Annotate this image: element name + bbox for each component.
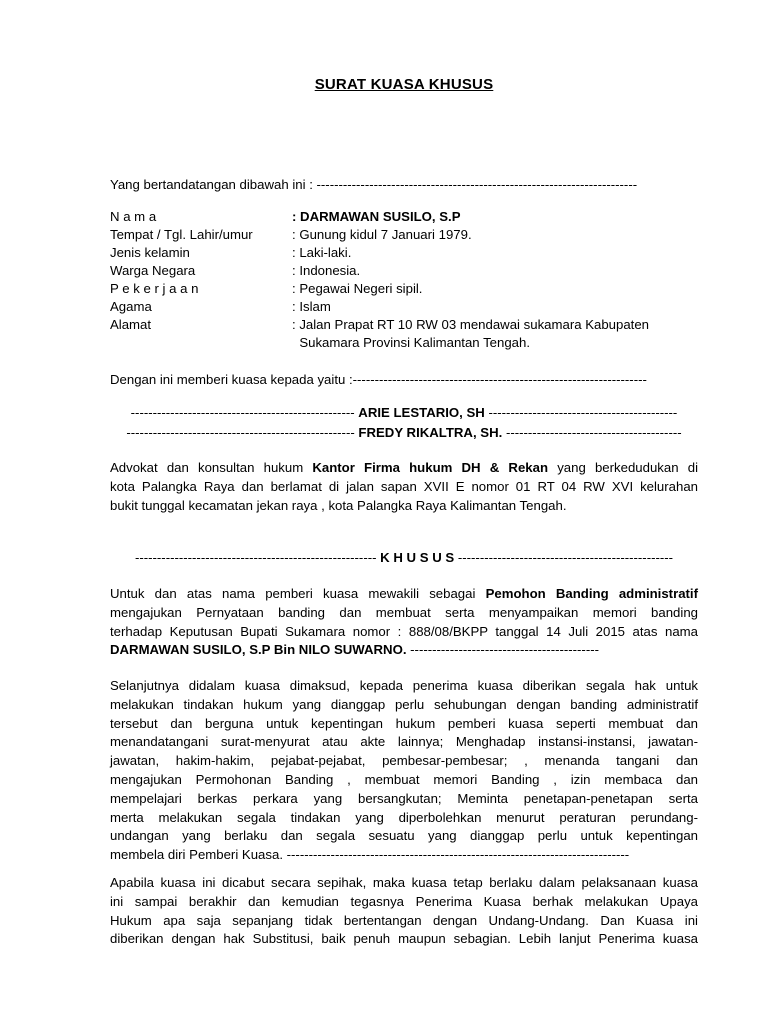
dash-fill: --------------------------------------------------- bbox=[130, 405, 355, 420]
grantor-label: N a m a bbox=[110, 209, 157, 224]
paragraph-line: kota Palangka Raya dan berlamat di jalan sapan XVII E nomor 01 RT 04 RW XVI kelurahan bbox=[110, 478, 698, 494]
attorney-name: ARIE LESTARIO, SH bbox=[358, 405, 485, 420]
attorney-row bbox=[110, 405, 698, 420]
attorney-row bbox=[110, 425, 698, 440]
grantor-value: : Islam bbox=[292, 299, 331, 314]
grantor-value: Sukamara Provinsi Kalimantan Tengah. bbox=[292, 335, 530, 350]
grantor-value: : Laki-laki. bbox=[292, 245, 352, 260]
grantor-value: : DARMAWAN SUSILO, S.P bbox=[292, 209, 461, 224]
text-run: ------------------------------------------- bbox=[406, 642, 600, 658]
dash-fill: ------------------------------------------------- bbox=[457, 550, 674, 565]
paragraph-line: diberikan dengan hak Substitusi, baik penuh maupun sebagian. Lebih lanjut Penerima kuasa bbox=[110, 931, 698, 947]
paragraph-line: mengajukan Pernyataan banding dan membuat serta menyampaikan memori banding bbox=[110, 604, 698, 620]
intro-line: Yang bertandatangan dibawah ini : ------------------------------------------------------------------------- bbox=[110, 177, 638, 192]
paragraph-line: membela diri Pemberi Kuasa. ------------------------------------------------------------------------------ bbox=[110, 847, 630, 863]
grantor-label: Jenis kelamin bbox=[110, 245, 190, 260]
grantor-row-alamat-cont bbox=[110, 335, 530, 350]
paragraph-line: undangan yang berlaku dan segala sesuatu yang dianggap perlu untuk kepentingan bbox=[110, 828, 698, 844]
grant-line: Dengan ini memberi kuasa kepada yaitu :------------------------------------------------------------------- bbox=[110, 372, 647, 387]
bold-run: Pemohon Banding administratif bbox=[485, 586, 698, 601]
paragraph-line: ini sampai berakhir dan kemudian tegasnya Penerima Kuasa berhak melakukan Upaya bbox=[110, 893, 698, 909]
bold-run: DARMAWAN SUSILO, S.P Bin NILO SUWARNO. bbox=[110, 642, 407, 658]
paragraph-line: Apabila kuasa ini dicabut secara sepihak, maka kuasa tetap berlaku dalam pelaksanaan kuasa bbox=[110, 875, 698, 890]
paragraph-line: bukit tunggal kecamatan jekan raya , kota Palangka Raya Kalimantan Tengah. bbox=[110, 497, 567, 513]
paragraph-line: terhadap Keputusan Bupati Sukamara nomor : 888/08/BKPP tanggal 14 Juli 2015 atas nama bbox=[110, 623, 698, 639]
selanjutnya-paragraph bbox=[110, 677, 698, 865]
grantor-row-alamat bbox=[110, 317, 649, 332]
grantor-value: : Gunung kidul 7 Januari 1979. bbox=[292, 227, 472, 242]
grantor-label: Alamat bbox=[110, 317, 152, 332]
text-run: Advokat dan konsultan hukum bbox=[110, 460, 313, 475]
paragraph-line: Selanjutnya didalam kuasa dimaksud, kepada penerima kuasa diberikan segala hak untuk bbox=[110, 678, 698, 693]
grantor-value: : Indonesia. bbox=[292, 263, 361, 278]
grantor-row-pekerjaan bbox=[110, 281, 422, 296]
paragraph-line: menandatangani surat-menyurat atau akte lainnya; Menghadap instansi-instansi, jawatan- bbox=[110, 734, 698, 750]
dash-fill: ---------------------------------------- bbox=[505, 425, 682, 440]
dash-fill: ---------------------------------------------------- bbox=[126, 425, 355, 440]
grantor-row-nama bbox=[110, 209, 461, 224]
khusus-divider bbox=[110, 550, 698, 565]
firm-name: Kantor Firma hukum DH & Rekan bbox=[312, 460, 549, 475]
grantor-label: Tempat / Tgl. Lahir/umur bbox=[110, 227, 253, 242]
paragraph-line: merta melakukan segala tindakan yang diperbolehkan menurut peraturan perundang- bbox=[110, 809, 698, 825]
khusus-paragraph bbox=[110, 585, 698, 660]
text-run: yang berkedudukan di bbox=[548, 460, 698, 475]
grantor-row-ttl bbox=[110, 227, 472, 242]
grantor-row-warga-negara bbox=[110, 263, 360, 278]
paragraph-line: jawatan, hakim-hakim, pejabat-pejabat, pembesar-pembesar; , menanda tangani dan bbox=[110, 753, 698, 769]
paragraph-line: melakukan tindakan hukum yang dianggap perlu sehubungan dengan banding administratif bbox=[110, 696, 698, 712]
apabila-paragraph bbox=[110, 874, 698, 949]
dash-fill: ------------------------------------------- bbox=[488, 405, 678, 420]
text-run: Untuk dan atas nama pemberi kuasa mewakili sebagai bbox=[110, 586, 486, 601]
grantor-label: P e k e r j a a n bbox=[110, 281, 199, 296]
dash-fill: ------------------------------------------------------- bbox=[134, 550, 377, 565]
paragraph-line bbox=[110, 459, 698, 478]
grantor-row-jenis-kelamin bbox=[110, 245, 351, 260]
paragraph-line: Hukum apa saja sepanjang tidak bertentangan dengan Undang-Undang. Dan Kuasa ini bbox=[110, 912, 698, 928]
paragraph-line: mempelajari berkas perkara yang bersangkutan; Meminta penetapan-penetapan serta bbox=[110, 790, 698, 806]
grantor-label: Agama bbox=[110, 299, 152, 314]
section-heading: K H U S U S bbox=[380, 550, 455, 565]
grantor-value: : Jalan Prapat RT 10 RW 03 mendawai sukamara Kabupaten bbox=[292, 317, 650, 332]
attorney-name: FREDY RIKALTRA, SH. bbox=[358, 425, 503, 440]
firm-paragraph bbox=[110, 459, 698, 515]
document-title: SURAT KUASA KHUSUS bbox=[314, 76, 494, 93]
paragraph-line bbox=[110, 585, 698, 604]
grantor-label: Warga Negara bbox=[110, 263, 196, 278]
grantor-value: : Pegawai Negeri sipil. bbox=[292, 281, 423, 296]
paragraph-line: tersebut dan berguna untuk kepentingan hukum pemberi kuasa seperti membuat dan bbox=[110, 715, 698, 731]
paragraph-line bbox=[110, 641, 698, 660]
grantor-row-agama bbox=[110, 299, 331, 314]
paragraph-line: mengajukan Permohonan Banding , membuat memori Banding , izin membaca dan bbox=[110, 771, 698, 787]
